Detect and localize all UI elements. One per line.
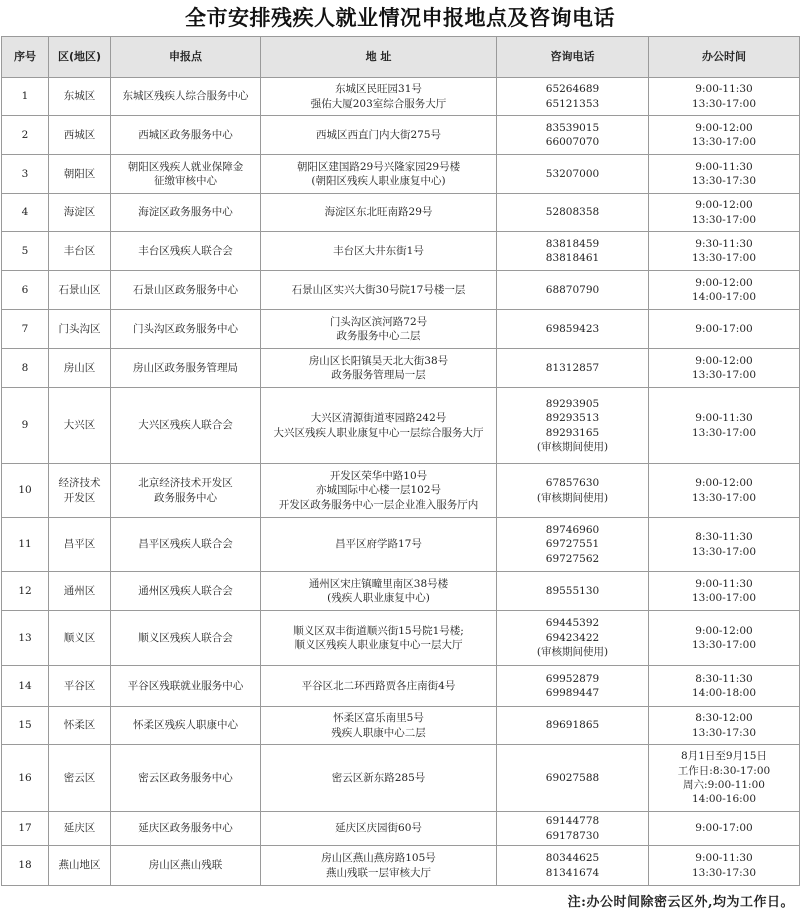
cell-line: 大兴区清源街道枣园路242号 [310, 412, 447, 425]
cell-line: 13:30-17:00 [691, 97, 757, 110]
cell-no: 8 [2, 349, 49, 388]
cell-line: 大兴区残疾人联合会 [138, 419, 233, 432]
cell-line: 13:30-17:00 [691, 369, 757, 381]
cell-line: 9:00-12:00 [695, 624, 753, 637]
cell-line: 怀柔区残疾人职康中心 [133, 719, 238, 732]
cell-line: 69178730 [545, 829, 600, 842]
cell-hours [649, 155, 800, 194]
cell-office [111, 271, 261, 310]
cell-address [261, 846, 497, 886]
cell-line: 怀柔区富乐南里5号 [333, 712, 424, 725]
cell-line: 69423422 [545, 631, 600, 644]
cell-line: (残疾人职业康复中心) [327, 592, 430, 604]
cell-line: 9:00-17:00 [695, 322, 753, 335]
cell-line: 残疾人职康中心二层 [331, 726, 426, 739]
cell-hours [649, 572, 800, 611]
cell-office [111, 846, 261, 886]
cell-phone [497, 812, 649, 846]
cell-line: 9:00-12:00 [695, 121, 753, 134]
cell-address [261, 349, 497, 388]
cell-line: 朝阳区残疾人就业保障金 [127, 160, 244, 173]
table-row [2, 846, 800, 886]
cell-line: 燕山残联一层审核大厅 [326, 866, 431, 879]
cell-address [261, 232, 497, 271]
cell-district [49, 116, 111, 155]
table-row [2, 388, 800, 464]
cell-line: 69859423 [545, 322, 600, 335]
header-phone: 咨询电话 [497, 37, 649, 78]
cell-line: 石景山区实兴大街30号院17号楼一层 [291, 283, 466, 296]
office-table [1, 36, 800, 886]
cell-line: 9:00-11:30 [695, 577, 753, 590]
cell-phone [497, 155, 649, 194]
cell-phone [497, 271, 649, 310]
cell-line: (审核期间使用) [536, 646, 609, 659]
cell-district [49, 846, 111, 886]
cell-line: 65121353 [545, 97, 600, 110]
cell-line: 9:00-11:30 [695, 412, 753, 425]
table-row [2, 666, 800, 707]
cell-line: 海淀区 [63, 206, 96, 219]
cell-office [111, 464, 261, 518]
cell-line: 政务服务管理局一层 [331, 369, 426, 381]
cell-line: 83539015 [545, 121, 600, 134]
cell-line: 13:30-17:00 [691, 639, 757, 651]
cell-office [111, 194, 261, 232]
cell-line: 69952879 [545, 672, 600, 685]
cell-line: 通州区 [63, 584, 96, 597]
cell-hours [649, 116, 800, 155]
cell-line: 燕山地区 [58, 859, 101, 872]
cell-line: 延庆区政务服务中心 [138, 822, 233, 835]
cell-district [49, 464, 111, 518]
cell-line: 房山区长阳镇昊天北大街38号 [308, 354, 449, 367]
cell-office [111, 518, 261, 572]
cell-line: 13:30-17:00 [691, 136, 757, 148]
cell-line: 门头沟区政务服务中心 [133, 322, 238, 335]
cell-line: 53207000 [545, 167, 600, 180]
cell-line: 西城区政务服务中心 [138, 128, 233, 141]
cell-district [49, 78, 111, 116]
cell-line: 昌平区残疾人联合会 [138, 538, 233, 551]
cell-hours [649, 388, 800, 464]
table-row [2, 155, 800, 194]
cell-line: 13:30-17:30 [691, 866, 757, 879]
cell-line: 经济技术 [58, 477, 101, 490]
cell-line: 丰台区残疾人联合会 [138, 244, 233, 257]
cell-district [49, 310, 111, 349]
cell-line: 13:30-17:30 [691, 726, 757, 739]
cell-line: 石景山区 [58, 283, 101, 296]
table-row [2, 116, 800, 155]
table-row [2, 194, 800, 232]
table-row [2, 271, 800, 310]
cell-line: 昌平区 [63, 538, 96, 551]
cell-phone [497, 846, 649, 886]
cell-no: 10 [2, 464, 49, 518]
cell-office [111, 388, 261, 464]
table-row [2, 812, 800, 846]
cell-office [111, 310, 261, 349]
cell-district [49, 812, 111, 846]
cell-no: 11 [2, 518, 49, 572]
cell-line: 开发区 [63, 491, 96, 504]
cell-no: 7 [2, 310, 49, 349]
cell-line: 9:00-11:30 [695, 83, 753, 96]
cell-line: 8:30-11:30 [695, 672, 753, 685]
cell-line: 西城区西直门内大街275号 [315, 128, 442, 141]
cell-line: 69144778 [545, 815, 600, 828]
cell-no: 1 [2, 78, 49, 116]
cell-address [261, 78, 497, 116]
cell-line: 政务服务中心 [154, 491, 217, 504]
cell-line: 83818459 [545, 237, 600, 250]
cell-line: 8:30-12:00 [695, 712, 753, 725]
cell-district [49, 232, 111, 271]
cell-hours [649, 666, 800, 707]
table-row [2, 464, 800, 518]
cell-line: 丰台区 [63, 244, 96, 257]
cell-phone [497, 666, 649, 707]
table-row [2, 572, 800, 611]
table-row [2, 310, 800, 349]
cell-line: 工作日:8:30-17:00 [677, 764, 771, 777]
cell-line: 北京经济技术开发区 [138, 477, 233, 490]
cell-line: 密云区 [63, 771, 96, 784]
cell-line: 9:00-12:00 [695, 276, 753, 289]
header-office: 申报点 [111, 37, 261, 78]
cell-district [49, 611, 111, 666]
cell-line: 65264689 [545, 83, 600, 96]
cell-line: 8:30-11:30 [695, 531, 753, 544]
cell-line: 朝阳区建国路29号兴隆家园29号楼 [296, 160, 461, 173]
cell-line: 68870790 [545, 283, 600, 296]
table-body [2, 78, 800, 886]
cell-hours [649, 349, 800, 388]
cell-line: 89293165 [545, 426, 600, 439]
cell-line: 顺义区残疾人职业康复中心一层大厅 [294, 639, 463, 651]
cell-line: 周六:9:00-11:00 [683, 779, 765, 791]
cell-line: 怀柔区 [63, 719, 96, 732]
cell-office [111, 116, 261, 155]
cell-hours [649, 611, 800, 666]
cell-line: 13:30-17:00 [691, 491, 757, 504]
cell-district [49, 388, 111, 464]
cell-hours [649, 464, 800, 518]
cell-no: 12 [2, 572, 49, 611]
cell-phone [497, 78, 649, 116]
cell-no: 2 [2, 116, 49, 155]
cell-line: 强佑大厦203室综合服务大厅 [310, 97, 447, 110]
cell-line: 平谷区北二环西路贾各庄南街4号 [301, 679, 456, 692]
cell-line: 89746960 [545, 523, 600, 536]
cell-address [261, 155, 497, 194]
cell-district [49, 349, 111, 388]
cell-line: 延庆区庆园街60号 [335, 822, 422, 835]
cell-line: 海淀区政务服务中心 [138, 206, 233, 219]
cell-line: 9:00-12:00 [695, 477, 753, 490]
cell-line: 平谷区残联就业服务中心 [127, 679, 244, 692]
cell-district [49, 572, 111, 611]
cell-line: 13:30-17:30 [691, 175, 757, 187]
cell-line: 西城区 [63, 128, 96, 141]
header-district: 区(地区) [49, 37, 111, 78]
cell-line: 83818461 [545, 252, 600, 264]
cell-office [111, 78, 261, 116]
cell-office [111, 666, 261, 707]
cell-line: 大兴区残疾人职业康复中心一层综合服务大厅 [273, 426, 484, 439]
cell-line: 东城区民旺园31号 [335, 83, 422, 96]
cell-line: 69027588 [545, 771, 600, 784]
table-row [2, 232, 800, 271]
cell-line: 13:00-17:00 [691, 592, 757, 604]
cell-line: 14:00-16:00 [691, 793, 757, 806]
cell-line: 9:30-11:30 [695, 237, 753, 250]
header-no: 序号 [2, 37, 49, 78]
cell-no: 16 [2, 745, 49, 812]
cell-no: 15 [2, 707, 49, 745]
cell-line: 89293513 [545, 412, 600, 425]
cell-line: 朝阳区 [63, 167, 96, 180]
cell-address [261, 194, 497, 232]
cell-line: 14:00-17:00 [691, 291, 757, 303]
cell-line: 89293905 [545, 397, 600, 410]
cell-line: 征缴审核中心 [154, 175, 217, 187]
cell-office [111, 812, 261, 846]
cell-phone [497, 707, 649, 745]
cell-phone [497, 518, 649, 572]
cell-address [261, 518, 497, 572]
cell-line: 89555130 [545, 584, 600, 597]
cell-line: 8月1日至9月15日 [681, 750, 767, 763]
cell-district [49, 271, 111, 310]
cell-address [261, 572, 497, 611]
cell-line: 9:00-12:00 [695, 354, 753, 367]
cell-hours [649, 310, 800, 349]
cell-line: 延庆区 [63, 822, 96, 835]
cell-line: 14:00-18:00 [691, 687, 757, 699]
table-row [2, 78, 800, 116]
cell-hours [649, 707, 800, 745]
cell-hours [649, 745, 800, 812]
cell-line: 通州区残疾人联合会 [138, 584, 233, 597]
cell-hours [649, 194, 800, 232]
cell-line: 开发区荣华中路10号 [329, 469, 428, 482]
cell-phone [497, 232, 649, 271]
cell-district [49, 518, 111, 572]
cell-office [111, 611, 261, 666]
cell-phone [497, 388, 649, 464]
cell-hours [649, 812, 800, 846]
cell-address [261, 116, 497, 155]
cell-address [261, 745, 497, 812]
cell-line: 13:30-17:00 [691, 545, 757, 558]
cell-hours [649, 518, 800, 572]
cell-line: 房山区政务服务管理局 [133, 361, 238, 374]
cell-line: 顺义区 [63, 631, 96, 644]
cell-line: 80344625 [545, 852, 600, 865]
cell-hours [649, 846, 800, 886]
cell-phone [497, 349, 649, 388]
cell-address [261, 707, 497, 745]
cell-line: 密云区政务服务中心 [138, 771, 233, 784]
cell-district [49, 745, 111, 812]
cell-address [261, 666, 497, 707]
cell-no: 6 [2, 271, 49, 310]
table-row [2, 611, 800, 666]
cell-line: 89691865 [545, 719, 600, 732]
cell-line: 东城区残疾人综合服务中心 [122, 90, 249, 103]
cell-phone [497, 611, 649, 666]
cell-line: 顺义区双丰街道顺兴街15号院1号楼; [293, 624, 464, 637]
cell-phone [497, 464, 649, 518]
cell-line: 69727551 [545, 538, 600, 551]
cell-no: 13 [2, 611, 49, 666]
cell-district [49, 666, 111, 707]
cell-address [261, 388, 497, 464]
cell-district [49, 707, 111, 745]
cell-line: 9:00-12:00 [695, 199, 753, 212]
header-row [2, 37, 800, 78]
cell-hours [649, 232, 800, 271]
cell-line: 海淀区东北旺南路29号 [324, 206, 433, 219]
cell-line: (审核期间使用) [536, 491, 609, 504]
cell-line: 69445392 [545, 617, 600, 630]
cell-line: 房山区 [63, 361, 96, 374]
cell-line: 67857630 [545, 477, 600, 490]
cell-address [261, 464, 497, 518]
cell-line: 13:30-17:00 [691, 426, 757, 439]
cell-line: 房山区燕山残联 [148, 859, 223, 872]
header-address: 地 址 [261, 37, 497, 78]
cell-line: 大兴区 [63, 419, 96, 432]
cell-line: 丰台区大井东街1号 [333, 244, 424, 257]
cell-line: 9:00-11:30 [695, 852, 753, 865]
table-row [2, 518, 800, 572]
cell-line: 政务服务中心二层 [336, 330, 421, 342]
cell-line: 13:30-17:00 [691, 213, 757, 226]
cell-phone [497, 572, 649, 611]
cell-line: 9:00-17:00 [695, 822, 753, 835]
cell-office [111, 349, 261, 388]
cell-district [49, 155, 111, 194]
cell-no: 14 [2, 666, 49, 707]
cell-line: 81341674 [545, 866, 600, 879]
cell-phone [497, 194, 649, 232]
cell-district [49, 194, 111, 232]
cell-hours [649, 271, 800, 310]
cell-line: 亦城国际中心楼一层102号 [315, 484, 442, 497]
page-title: 全市安排残疾人就业情况申报地点及咨询电话 [185, 6, 615, 30]
cell-line: 密云区新东路285号 [331, 771, 426, 784]
table-row [2, 745, 800, 812]
cell-office [111, 155, 261, 194]
cell-line: (审核期间使用) [536, 440, 609, 453]
cell-line: 开发区政务服务中心一层企业准入服务厅内 [278, 498, 479, 511]
cell-line: 房山区燕山燕房路105号 [321, 852, 436, 865]
cell-line: 81312857 [545, 361, 600, 374]
footnote: 注:办公时间除密云区外,均为工作日。 [567, 895, 794, 910]
cell-no: 18 [2, 846, 49, 886]
table-row [2, 707, 800, 745]
table-row [2, 349, 800, 388]
cell-office [111, 232, 261, 271]
cell-office [111, 745, 261, 812]
cell-phone [497, 745, 649, 812]
cell-no: 17 [2, 812, 49, 846]
cell-line: 顺义区残疾人联合会 [138, 631, 233, 644]
cell-line: 52808358 [545, 206, 600, 219]
cell-address [261, 310, 497, 349]
cell-line: 门头沟区滨河路72号 [329, 315, 428, 328]
cell-line: 13:30-17:00 [691, 252, 757, 264]
cell-no: 3 [2, 155, 49, 194]
cell-phone [497, 310, 649, 349]
cell-line: 平谷区 [63, 679, 96, 692]
cell-address [261, 812, 497, 846]
cell-office [111, 707, 261, 745]
cell-address [261, 611, 497, 666]
cell-line: 通州区宋庄镇疃里南区38号楼 [308, 577, 449, 590]
cell-hours [649, 78, 800, 116]
cell-line: (朝阳区残疾人职业康复中心) [311, 175, 446, 187]
cell-line: 66007070 [545, 136, 600, 148]
cell-line: 门头沟区 [58, 322, 101, 335]
cell-no: 4 [2, 194, 49, 232]
cell-line: 69989447 [545, 687, 600, 699]
cell-address [261, 271, 497, 310]
cell-line: 9:00-11:30 [695, 160, 753, 173]
cell-phone [497, 116, 649, 155]
cell-office [111, 572, 261, 611]
cell-line: 昌平区府学路17号 [335, 538, 422, 551]
cell-line: 石景山区政务服务中心 [133, 283, 238, 296]
cell-line: 东城区 [63, 90, 96, 103]
header-hours: 办公时间 [649, 37, 800, 78]
cell-line: 69727562 [545, 552, 600, 565]
cell-no: 5 [2, 232, 49, 271]
cell-no: 9 [2, 388, 49, 464]
